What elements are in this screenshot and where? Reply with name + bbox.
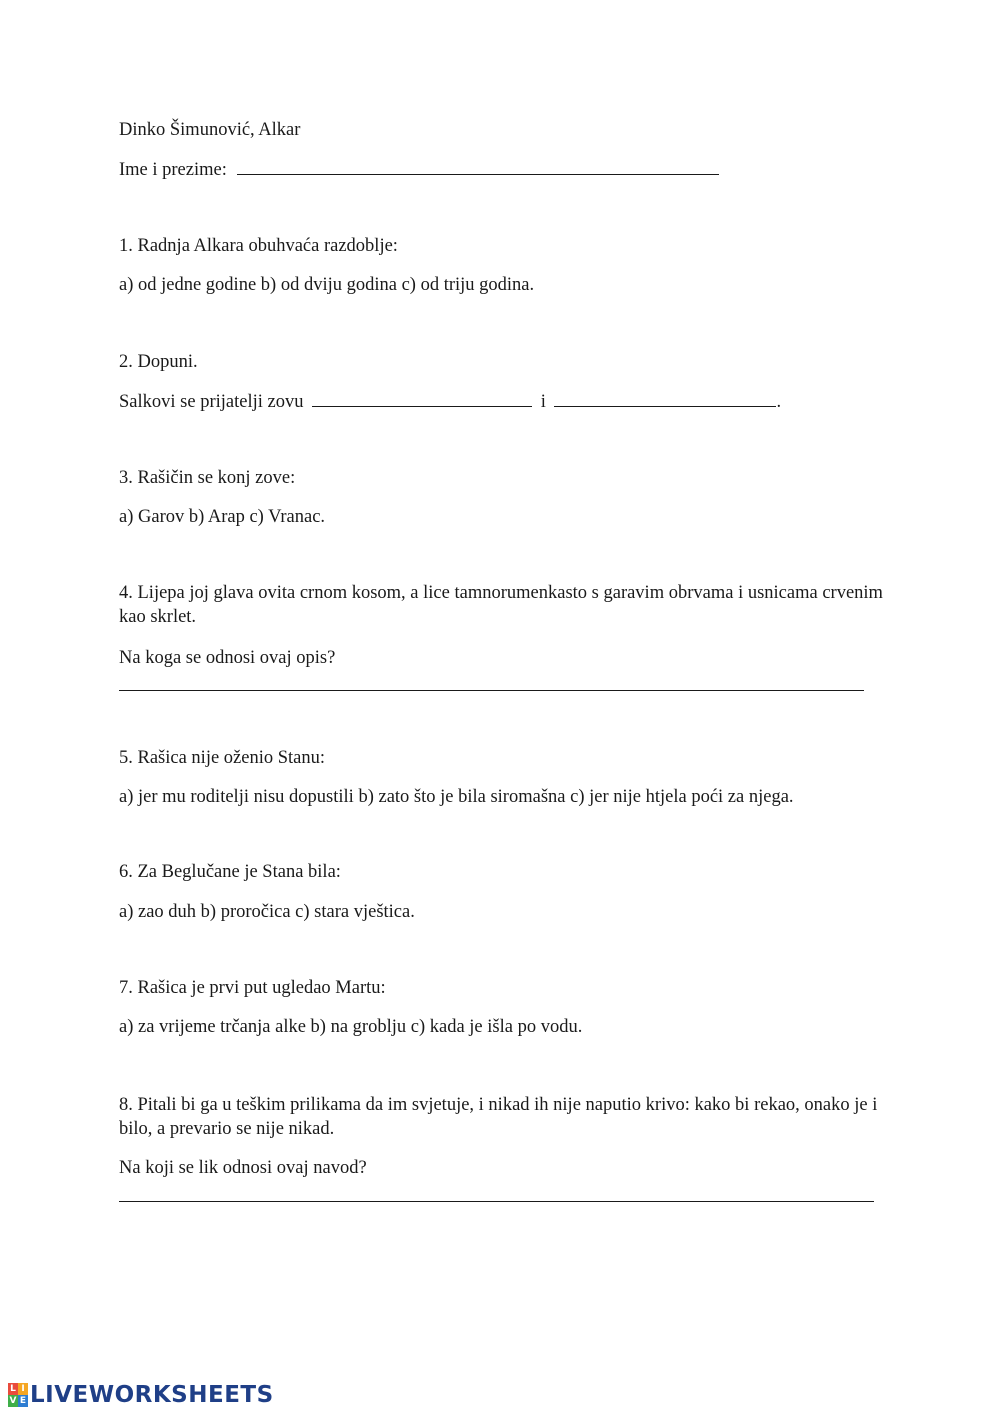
question-2-end: .: [776, 392, 782, 412]
question-5-prompt: 5. Rašica nije oženio Stanu:: [119, 748, 326, 768]
question-5-options: a) jer mu roditelji nisu dopustili b) zato što je bila siromašna c) jer nije htjela poći za njega.: [119, 787, 794, 807]
question-2-conjunction: i: [540, 392, 546, 412]
question-6-prompt: 6. Za Beglučane je Stana bila:: [119, 862, 341, 882]
question-4-quote: 4. Lijepa joj glava ovita crnom kosom, a lice tamnorumenkasto s garavim obrvama i usnicama crvenim kao skrlet.: [119, 583, 883, 627]
liveworksheets-logo: [8, 1380, 274, 1410]
question-4-question: Na koga se odnosi ovaj opis?: [119, 648, 336, 668]
question-1-options: a) od jedne godine b) od dviju godina c) od triju godina.: [119, 275, 535, 295]
question-7-prompt: 7. Rašica je prvi put ugledao Martu:: [119, 978, 386, 998]
question-4-answer-line[interactable]: [119, 690, 864, 691]
logo-tile-l: L: [8, 1383, 18, 1395]
liveworksheets-logo-icon: [8, 1383, 28, 1407]
name-row: [119, 158, 719, 182]
name-input-line[interactable]: [237, 158, 719, 175]
name-label: Ime i prezime:: [119, 160, 227, 180]
question-3-options: a) Garov b) Arap c) Vranac.: [119, 507, 326, 527]
logo-tile-v: V: [9, 1396, 17, 1406]
question-1-prompt: 1. Radnja Alkara obuhvaća razdoblje:: [119, 236, 398, 256]
question-8-question: Na koji se lik odnosi ovaj navod?: [119, 1158, 367, 1178]
question-3-prompt: 3. Rašičin se konj zove:: [119, 468, 296, 488]
logo-tile-i: I: [18, 1383, 28, 1395]
question-8-answer-line[interactable]: [119, 1201, 874, 1202]
question-2-sentence: [119, 390, 781, 414]
liveworksheets-brand-text: LIVEWORKSHEETS: [30, 1382, 274, 1408]
question-2-blank-1[interactable]: [312, 390, 532, 407]
question-2-blank-2[interactable]: [554, 390, 776, 407]
question-2-prompt: 2. Dopuni.: [119, 352, 198, 372]
worksheet-title: Dinko Šimunović, Alkar: [119, 120, 301, 140]
logo-tile-e: E: [19, 1396, 27, 1406]
question-2-sentence-start: Salkovi se prijatelji zovu: [119, 392, 304, 412]
question-7-options: a) za vrijeme trčanja alke b) na groblju c) kada je išla po vodu.: [119, 1017, 583, 1037]
question-6-options: a) zao duh b) proročica c) stara vještica.: [119, 902, 415, 922]
question-8-quote: 8. Pitali bi ga u teškim prilikama da im svjetuje, i nikad ih nije naputio krivo: kako bi rekao, onako je i bilo, a prevario se nije nikad.: [119, 1095, 878, 1139]
